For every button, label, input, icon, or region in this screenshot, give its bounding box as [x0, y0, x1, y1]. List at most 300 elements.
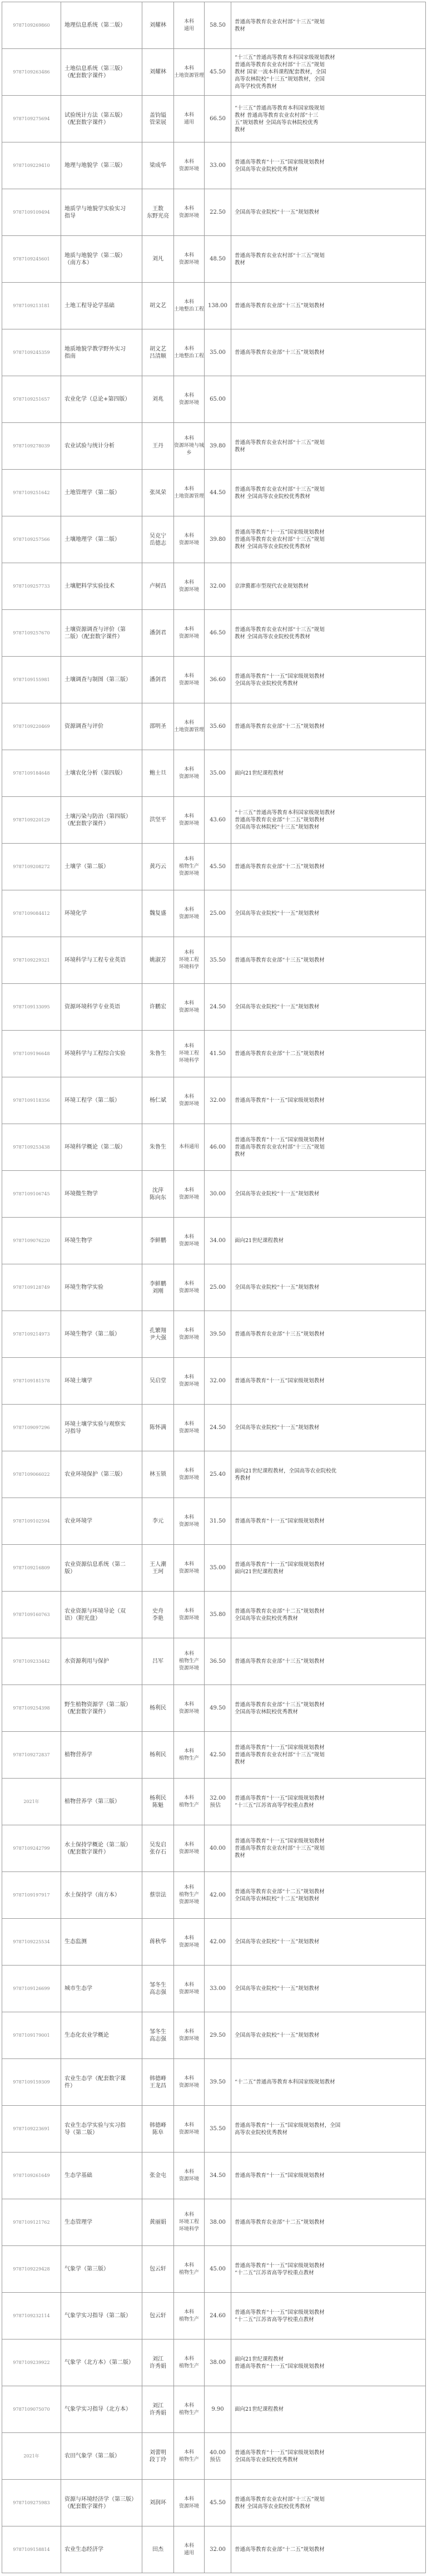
table-row — [2, 329, 426, 376]
price-cell: 35.60 — [205, 703, 231, 750]
title-cell: 生态监测 — [61, 1919, 142, 1966]
table-row — [2, 2246, 426, 2293]
note-cell: 普通高等教育“十一五”国家级规划教材 普通高等教育农业农村部“十三五”规划 教材 — [231, 1124, 426, 1171]
audience-cell: 本科 资源环境 — [174, 1685, 205, 1732]
note-cell: “十三五”普通高等教育本科国家级规划 教材 普通高等教育农业农村部“十三 五”规划教材 全国高等农林院校优秀 教材 — [231, 96, 426, 142]
isbn-cell: 9787109275983 — [2, 2480, 61, 2526]
title-cell: 环境微生物学 — [61, 1171, 142, 1218]
audience-cell: 本科 资源环境 — [174, 1966, 205, 2012]
author-cell: 史舟 李艳 — [142, 1592, 174, 1638]
isbn-cell: 9787109251642 — [2, 470, 61, 516]
isbn-cell: 9787109225534 — [2, 1919, 61, 1966]
audience-cell: 本科 植物生产 资源环境 — [174, 844, 205, 890]
title-cell: 土壤农化分析（第四版） — [61, 750, 142, 797]
table-row — [2, 516, 426, 563]
price-cell: 32.00 — [205, 1077, 231, 1124]
author-cell: 邹冬生 高志强 — [142, 1966, 174, 2012]
title-cell: 城市生态学 — [61, 1966, 142, 2012]
author-cell: 田杰 — [142, 2526, 174, 2573]
table-row — [2, 283, 426, 329]
note-cell: 普通高等教育“十一五”国家级规划教材 — [231, 1077, 426, 1124]
audience-cell: 本科 环境工程 环境科学 — [174, 937, 205, 984]
note-cell: 全国高等农业院校“十一五”规划教材 — [231, 1405, 426, 1451]
table-row — [2, 1779, 426, 1825]
table-row — [2, 1264, 426, 1311]
isbn-cell: 9787109197917 — [2, 1872, 61, 1919]
table-row — [2, 984, 426, 1031]
price-cell: 36.60 — [205, 657, 231, 703]
title-cell: 土壤学（第二版） — [61, 844, 142, 890]
note-cell: 普通高等教育“十一五”国家级规划教材，全国 高等农业院校优秀教材 — [231, 2106, 426, 2153]
note-cell: 普通高等教育“十一五”国家级规划教材 “十三五”江苏省高等学校重点教材 — [231, 1779, 426, 1825]
isbn-cell: 9787109181578 — [2, 1358, 61, 1405]
author-cell: 盖钧镒 管荣展 — [142, 96, 174, 142]
audience-cell: 本科 资源环境 — [174, 1592, 205, 1638]
audience-cell: 本科 资源环境 — [174, 516, 205, 563]
table-row — [2, 750, 426, 797]
isbn-cell: 9787109278039 — [2, 423, 61, 470]
author-cell: 刘凡 — [142, 236, 174, 283]
audience-cell: 本科 资源环境 — [174, 376, 205, 423]
author-cell: 刘江 许秀娟 — [142, 2339, 174, 2386]
author-cell: 邹冬生 高志强 — [142, 2012, 174, 2059]
isbn-cell: 9787109269860 — [2, 2, 61, 49]
isbn-cell: 9787109229410 — [2, 142, 61, 189]
note-cell: 普通高等教育“十一五”国家级规划教材 面向21世纪课程教材 — [231, 1545, 426, 1592]
note-cell: “十三五”普通高等教育本科国家级规划教材 普通高等教育农业农村部“十三五”规划 教材 国家一流本科课程配套教材，全国 高等农林院校“十三五”规划教材，全国 高等学校优秀教材 — [231, 49, 426, 96]
author-cell: 杨利民 — [142, 1685, 174, 1732]
title-cell: 土壤调查与制图（第三版） — [61, 657, 142, 703]
note-cell: 全国高等农业院校“十一五”规划教材 — [231, 1919, 426, 1966]
author-cell: 蒋秋华 — [142, 1919, 174, 1966]
title-cell: 试验统计方法（第五版） （配套数字课件） — [61, 96, 142, 142]
audience-cell: 本科 资源环境 — [174, 657, 205, 703]
table-row — [2, 1077, 426, 1124]
title-cell: 地质与地貌学（第二版） （南方本） — [61, 236, 142, 283]
table-row — [2, 1966, 426, 2012]
table-row — [2, 844, 426, 890]
audience-cell: 本科 土地资源管理 — [174, 703, 205, 750]
isbn-cell: 9787109213181 — [2, 283, 61, 329]
audience-cell: 本科 资源环境与城乡 — [174, 423, 205, 470]
table-row — [2, 1218, 426, 1264]
price-cell: 58.50 — [205, 2, 231, 49]
price-cell: 39.50 — [205, 2059, 231, 2106]
isbn-cell: 9787109158814 — [2, 2526, 61, 2573]
author-cell: 杨利民 — [142, 1732, 174, 1779]
price-cell: 25.00 — [205, 890, 231, 937]
price-cell: 30.00 — [205, 1171, 231, 1218]
isbn-cell: 9787109223691 — [2, 2106, 61, 2153]
price-cell: 48.50 — [205, 236, 231, 283]
price-cell: 45.00 — [205, 2246, 231, 2293]
price-cell: 35.80 — [205, 1592, 231, 1638]
author-cell: 吴启堂 — [142, 1358, 174, 1405]
author-cell: 韩德峰 王龙昌 — [142, 2059, 174, 2106]
title-cell: 环境化学 — [61, 890, 142, 937]
note-cell: 普通高等教育“十一五”国家级规划教材 — [231, 2153, 426, 2199]
isbn-cell: 9787109066022 — [2, 1451, 61, 1498]
audience-cell: 本科 土地整治工程 — [174, 329, 205, 376]
price-cell: 39.80 — [205, 516, 231, 563]
author-cell: 梁成华 — [142, 142, 174, 189]
note-cell: 普通高等教育“十一五”国家级规划教材 全国高等农业院校优秀教材 — [231, 142, 426, 189]
audience-cell: 本科 植物生产 — [174, 2386, 205, 2433]
isbn-cell: 9787109242799 — [2, 1825, 61, 1872]
title-cell: 土壤肥料学实验技术 — [61, 563, 142, 610]
price-cell: 32.00 预估 — [205, 1779, 231, 1825]
price-cell: 35.50 — [205, 937, 231, 984]
table-row — [2, 1124, 426, 1171]
title-cell: 农业生态学（配套数字课 件） — [61, 2059, 142, 2106]
price-cell: 34.50 — [205, 2153, 231, 2199]
note-cell: 普通高等教育“十一五”国家级规划教材 “十二五”江苏省高等学校重点教材 — [231, 2246, 426, 2293]
title-cell: 环境生物学实验 — [61, 1264, 142, 1311]
price-cell: 46.50 — [205, 610, 231, 657]
note-cell: 普通高等教育“十一五”国家级规划教材 普通高等教育农业农村部“十三五”规划 教材 — [231, 1825, 426, 1872]
author-cell: 吴发启 张存石 — [142, 1825, 174, 1872]
table-row — [2, 1732, 426, 1779]
audience-cell: 本科 资源环境 — [174, 563, 205, 610]
title-cell: 土地信息系统（第三版） （配套数字课件） — [61, 49, 142, 96]
audience-cell: 本科 资源环境 — [174, 1218, 205, 1264]
isbn-cell: 9787109075070 — [2, 2386, 61, 2433]
isbn-cell: 9787109216809 — [2, 1545, 61, 1592]
title-cell: 环境科学与工程综合实验 — [61, 1031, 142, 1077]
isbn-cell: 9787109102594 — [2, 1498, 61, 1545]
isbn-cell: 9787109084412 — [2, 890, 61, 937]
table-row — [2, 470, 426, 516]
note-cell: 普通高等教育“十一五”国家级规划教材 全国高等农业院校优秀教材 — [231, 2433, 426, 2480]
note-cell: 普通高等教育农业部“十二五”规划教材 — [231, 703, 426, 750]
price-cell: 42.00 — [205, 1872, 231, 1919]
table-row — [2, 236, 426, 283]
author-cell: 胡文艺 — [142, 283, 174, 329]
table-row — [2, 2526, 426, 2573]
price-cell: 42.00 — [205, 1919, 231, 1966]
table-row — [2, 2, 426, 49]
author-cell: 刘兆 — [142, 376, 174, 423]
audience-cell: 本科 通用 — [174, 96, 205, 142]
title-cell: 地质学与地貌学实验实习 指导 — [61, 189, 142, 236]
title-cell: 环境土壤学实验与观察实 习指导 — [61, 1405, 142, 1451]
price-cell: 34.00 — [205, 1218, 231, 1264]
title-cell: 生态管理学 — [61, 2199, 142, 2246]
title-cell: 地理与地貌学（第三版） — [61, 142, 142, 189]
isbn-cell: 2021年 — [2, 1779, 61, 1825]
isbn-cell: 9787109272837 — [2, 1732, 61, 1779]
isbn-cell: 9787109233442 — [2, 1638, 61, 1685]
isbn-cell: 9787109220469 — [2, 703, 61, 750]
table-row — [2, 563, 426, 610]
note-cell: 普通高等教育农业部“十二五”规划教材 全国高等农林院校“十二五”规划教材 — [231, 1872, 426, 1919]
title-cell: 农业环境保护（第三版） — [61, 1451, 142, 1498]
title-cell: 土壤污染与防治（第四版） （配套数字课件） — [61, 797, 142, 844]
audience-cell: 本科 通用 — [174, 2526, 205, 2573]
author-cell: 朱鲁生 — [142, 1124, 174, 1171]
price-cell: 45.50 — [205, 844, 231, 890]
audience-cell: 本科通用 — [174, 1124, 205, 1171]
note-cell: 面向21世纪课程教材 普通高等教育“十一五”国家级规划教材 — [231, 2339, 426, 2386]
table-row — [2, 1358, 426, 1405]
author-cell: 包云轩 — [142, 2293, 174, 2339]
table-row — [2, 657, 426, 703]
price-cell: 22.50 — [205, 189, 231, 236]
title-cell: 农田气象学（第二版） — [61, 2433, 142, 2480]
note-cell: 普通高等教育农业部“十三五”规划教材 — [231, 937, 426, 984]
author-cell: 刘江 许秀娟 — [142, 2386, 174, 2433]
price-cell: 33.00 — [205, 142, 231, 189]
isbn-cell: 9787109275694 — [2, 96, 61, 142]
title-cell: 环境科学概论（第二版） — [61, 1124, 142, 1171]
title-cell: 气象学实习指导（北方本） — [61, 2386, 142, 2433]
note-cell: 普通高等教育“十一五”国家级规划教材 — [231, 1498, 426, 1545]
isbn-cell: 9787109179001 — [2, 2012, 61, 2059]
title-cell: 野生植物资源学（第二版） （配套数字课件） — [61, 1685, 142, 1732]
author-cell: 卢树昌 — [142, 563, 174, 610]
price-cell: 29.50 — [205, 2012, 231, 2059]
note-cell: 普通高等教育农业农村部“十三五”规划 教材 — [231, 236, 426, 283]
price-cell: 35.00 — [205, 1545, 231, 1592]
isbn-cell: 9787109126699 — [2, 1966, 61, 2012]
note-cell: 全国高等农业院校“十一五”规划教材 — [231, 984, 426, 1031]
audience-cell: 本科 资源环境 — [174, 1405, 205, 1451]
title-cell: 土壤资源调查与评价（第 二版）（配套数字课件） — [61, 610, 142, 657]
table-row — [2, 1451, 426, 1498]
price-cell: 138.00 — [205, 283, 231, 329]
audience-cell: 本科 资源环境 — [174, 750, 205, 797]
isbn-cell: 9787109239922 — [2, 2339, 61, 2386]
note-cell: 普通高等教育农业农村部“十三五”规划 教材 全国高等农业院校优秀教材 — [231, 610, 426, 657]
title-cell: 水土保持学概论（第二版） （配套数字课件） — [61, 1825, 142, 1872]
isbn-cell: 9787109184648 — [2, 750, 61, 797]
table-row — [2, 1825, 426, 1872]
table-row — [2, 2199, 426, 2246]
table-row — [2, 1498, 426, 1545]
title-cell: 资源与环境经济学（第三版） （配套数字课件） — [61, 2480, 142, 2526]
table-row — [2, 2339, 426, 2386]
author-cell: 孔繁翔 尹大强 — [142, 1311, 174, 1358]
price-cell: 40.00 — [205, 1825, 231, 1872]
title-cell: 地质地貌学教学野外实习 指南 — [61, 329, 142, 376]
audience-cell: 本科 环境工程 环境科学 — [174, 1031, 205, 1077]
title-cell: 水资源利用与保护 — [61, 1638, 142, 1685]
title-cell: 生态学基础 — [61, 2153, 142, 2199]
table-row — [2, 703, 426, 750]
title-cell: 农业资源与环境导论（双 语）（附光盘） — [61, 1592, 142, 1638]
isbn-cell: 9787109133095 — [2, 984, 61, 1031]
note-cell: 普通高等教育“十一五”国家级规划教材 普通高等教育农业农村部“十三五”规划 教材 — [231, 1732, 426, 1779]
note-cell — [231, 376, 426, 423]
author-cell: 黄丽娟 — [142, 2199, 174, 2246]
price-cell: 41.50 — [205, 1031, 231, 1077]
audience-cell: 本科 资源环境 — [174, 1171, 205, 1218]
table-row — [2, 1592, 426, 1638]
author-cell: 包云轩 — [142, 2246, 174, 2293]
audience-cell: 本科 土地资源管理 — [174, 470, 205, 516]
table-row — [2, 797, 426, 844]
audience-cell: 本科 资源环境 — [174, 1311, 205, 1358]
audience-cell: 本科 资源环境 — [174, 797, 205, 844]
author-cell: 刘润环 — [142, 2480, 174, 2526]
author-cell: 黄巧云 — [142, 844, 174, 890]
author-cell: 许鹏宏 — [142, 984, 174, 1031]
note-cell: 普通高等教育农业部“十二五”规划教材 全国高等农业院校优秀教材 — [231, 1592, 426, 1638]
audience-cell: 本科 植物生产 — [174, 1779, 205, 1825]
textbook-table — [2, 2, 426, 2573]
audience-cell: 本科 资源环境 — [174, 2012, 205, 2059]
note-cell: “十三五”普通高等教育本科国家级规划教材 普通高等教育农业部“十二五”规划教材 全国高等农林院校“十三五”规划教材 — [231, 797, 426, 844]
table-row — [2, 937, 426, 984]
author-cell: 杨利民 陈魁 — [142, 1779, 174, 1825]
title-cell: 环境工程学（第二版） — [61, 1077, 142, 1124]
table-row — [2, 49, 426, 96]
author-cell: 吕军 — [142, 1638, 174, 1685]
table-row — [2, 1685, 426, 1732]
note-cell: 普通高等教育农业农村部“十三五”规划 教材 — [231, 2, 426, 49]
audience-cell: 本科 植物生产 — [174, 2246, 205, 2293]
note-cell: 普通高等教育农业部“十二五”规划教材 — [231, 2526, 426, 2573]
table-row — [2, 1311, 426, 1358]
isbn-cell: 9787109257566 — [2, 516, 61, 563]
table-row — [2, 2059, 426, 2106]
table-row — [2, 2386, 426, 2433]
audience-cell: 本科 资源环境 — [174, 142, 205, 189]
price-cell: 32.00 — [205, 1358, 231, 1405]
isbn-cell: 9787109229321 — [2, 937, 61, 984]
author-cell: 王人潮 王珂 — [142, 1545, 174, 1592]
table-row — [2, 2433, 426, 2480]
price-cell: 32.00 — [205, 563, 231, 610]
price-cell: 39.50 — [205, 1311, 231, 1358]
price-cell: 25.40 — [205, 1451, 231, 1498]
author-cell: 魏复盛 — [142, 890, 174, 937]
audience-cell: 本科 资源环境 — [174, 1498, 205, 1545]
title-cell: 土地管理学（第二版） — [61, 470, 142, 516]
author-cell: 吴克宁 岳德志 — [142, 516, 174, 563]
table-row — [2, 1638, 426, 1685]
price-cell: 66.50 — [205, 96, 231, 142]
author-cell: 沈萍 陈向东 — [142, 1171, 174, 1218]
audience-cell: 本科 植物生产 — [174, 2293, 205, 2339]
audience-cell: 本科 植物生产 资源环境 — [174, 1638, 205, 1685]
audience-cell: 本科 资源环境 — [174, 1451, 205, 1498]
note-cell: 普通高等教育农业部“十三五”规划教材 — [231, 329, 426, 376]
author-cell: 李鲜鹏 刘刚 — [142, 1264, 174, 1311]
price-cell: 38.00 — [205, 2339, 231, 2386]
note-cell: 全国高等农业院校“十一五”规划教材 — [231, 1171, 426, 1218]
title-cell: 农业生态经济学 — [61, 2526, 142, 2573]
author-cell: 刘耀林 — [142, 2, 174, 49]
isbn-cell: 9787109253438 — [2, 1124, 61, 1171]
audience-cell: 本科 资源环境 — [174, 610, 205, 657]
audience-cell: 本科 通用 — [174, 2, 205, 49]
table-row — [2, 2293, 426, 2339]
price-cell: 24.50 — [205, 984, 231, 1031]
table-row — [2, 2106, 426, 2153]
author-cell: 朱鲁生 — [142, 1031, 174, 1077]
price-cell: 46.00 — [205, 1124, 231, 1171]
author-cell: 潘剑君 — [142, 610, 174, 657]
note-cell: 普通高等教育农业农村部“十三五”规划 教材 全国高等农业院校优秀教材 — [231, 470, 426, 516]
isbn-cell: 9787109263486 — [2, 49, 61, 96]
price-cell: 24.50 — [205, 1405, 231, 1451]
title-cell: 环境生物学（第二版） — [61, 1311, 142, 1358]
isbn-cell: 9787109245601 — [2, 236, 61, 283]
note-cell: 普通高等教育农业部“十二五”规划教材 — [231, 1031, 426, 1077]
isbn-cell: 9787109121762 — [2, 2199, 61, 2246]
title-cell: 气象学（第三版） — [61, 2246, 142, 2293]
audience-cell: 本科 资源环境 — [174, 2059, 205, 2106]
title-cell: 气象学（北方本）（第二版） — [61, 2339, 142, 2386]
price-cell: 33.00 — [205, 1966, 231, 2012]
author-cell: 林玉锁 — [142, 1451, 174, 1498]
audience-cell: 本科 资源环境 — [174, 1545, 205, 1592]
table-row — [2, 376, 426, 423]
isbn-cell: 2021年 — [2, 2433, 61, 2480]
author-cell: 邵明圣 — [142, 703, 174, 750]
title-cell: 资源调查与评价 — [61, 703, 142, 750]
isbn-cell: 9787109232114 — [2, 2293, 61, 2339]
isbn-cell: 9787109155981 — [2, 657, 61, 703]
isbn-cell: 9787109097296 — [2, 1405, 61, 1451]
price-cell: 45.50 — [205, 2480, 231, 2526]
author-cell: 张凤荣 — [142, 470, 174, 516]
note-cell: 普通高等教育“十一五”国家级规划教材 “十二五”江苏省高等学校重点教材 — [231, 2293, 426, 2339]
isbn-cell: 9787109254398 — [2, 1685, 61, 1732]
audience-cell: 本科 植物生产 资源环境 — [174, 1872, 205, 1919]
table-row — [2, 2153, 426, 2199]
price-cell: 32.00 — [205, 2526, 231, 2573]
table-row — [2, 1919, 426, 1966]
price-cell: 36.50 — [205, 1638, 231, 1685]
title-cell: 农业资源信息系统（第二 版） — [61, 1545, 142, 1592]
note-cell: 普通高等教育“十一五”国家级规划教材 全国高等农业院校优秀教材 — [231, 657, 426, 703]
note-cell: 面向21世纪课程教材，全国高等农业院校优 秀教材 — [231, 1451, 426, 1498]
note-cell: 面向21世纪课程教材 — [231, 750, 426, 797]
title-cell: 农业环境学 — [61, 1498, 142, 1545]
price-cell: 38.00 — [205, 2199, 231, 2246]
table-row — [2, 189, 426, 236]
isbn-cell: 9787109106745 — [2, 1171, 61, 1218]
isbn-cell: 9787109118356 — [2, 1077, 61, 1124]
note-cell: 京津冀都市型现代农业规划教材 — [231, 563, 426, 610]
author-cell: 刘蕾明 段丁玲 — [142, 2433, 174, 2480]
note-cell: 普通高等教育农业部“十三五”规划教材 — [231, 1311, 426, 1358]
note-cell: 普通高等教育“十一五”国家级规划教材 — [231, 1358, 426, 1405]
audience-cell: 本科 植物生产 — [174, 2433, 205, 2480]
isbn-cell: 9787109251657 — [2, 376, 61, 423]
note-cell: 普通高等教育农业部“十二五”规划教材 — [231, 2199, 426, 2246]
title-cell: 农业化学（总论+第四版） — [61, 376, 142, 423]
table-row — [2, 142, 426, 189]
price-cell: 49.50 — [205, 1685, 231, 1732]
price-cell: 35.00 — [205, 329, 231, 376]
note-cell: 全国高等农业院校“十一五”规划教材 — [231, 1966, 426, 2012]
note-cell: 普通高等教育农业农村部“十三五”规划 教材 — [231, 423, 426, 470]
table-row — [2, 1405, 426, 1451]
isbn-cell: 9787109208272 — [2, 844, 61, 890]
author-cell: 张金屯 — [142, 2153, 174, 2199]
price-cell: 31.50 — [205, 1498, 231, 1545]
isbn-cell: 9787109196648 — [2, 1031, 61, 1077]
author-cell: 王丹 — [142, 423, 174, 470]
author-cell: 洪坚平 — [142, 797, 174, 844]
note-cell: 普通高等教育农业农村部“十三五”规划 教材 全国高等农业院校优秀教材 — [231, 2480, 426, 2526]
author-cell: 李元 — [142, 1498, 174, 1545]
author-cell: 鲍士旦 — [142, 750, 174, 797]
audience-cell: 本科 资源环境 — [174, 236, 205, 283]
